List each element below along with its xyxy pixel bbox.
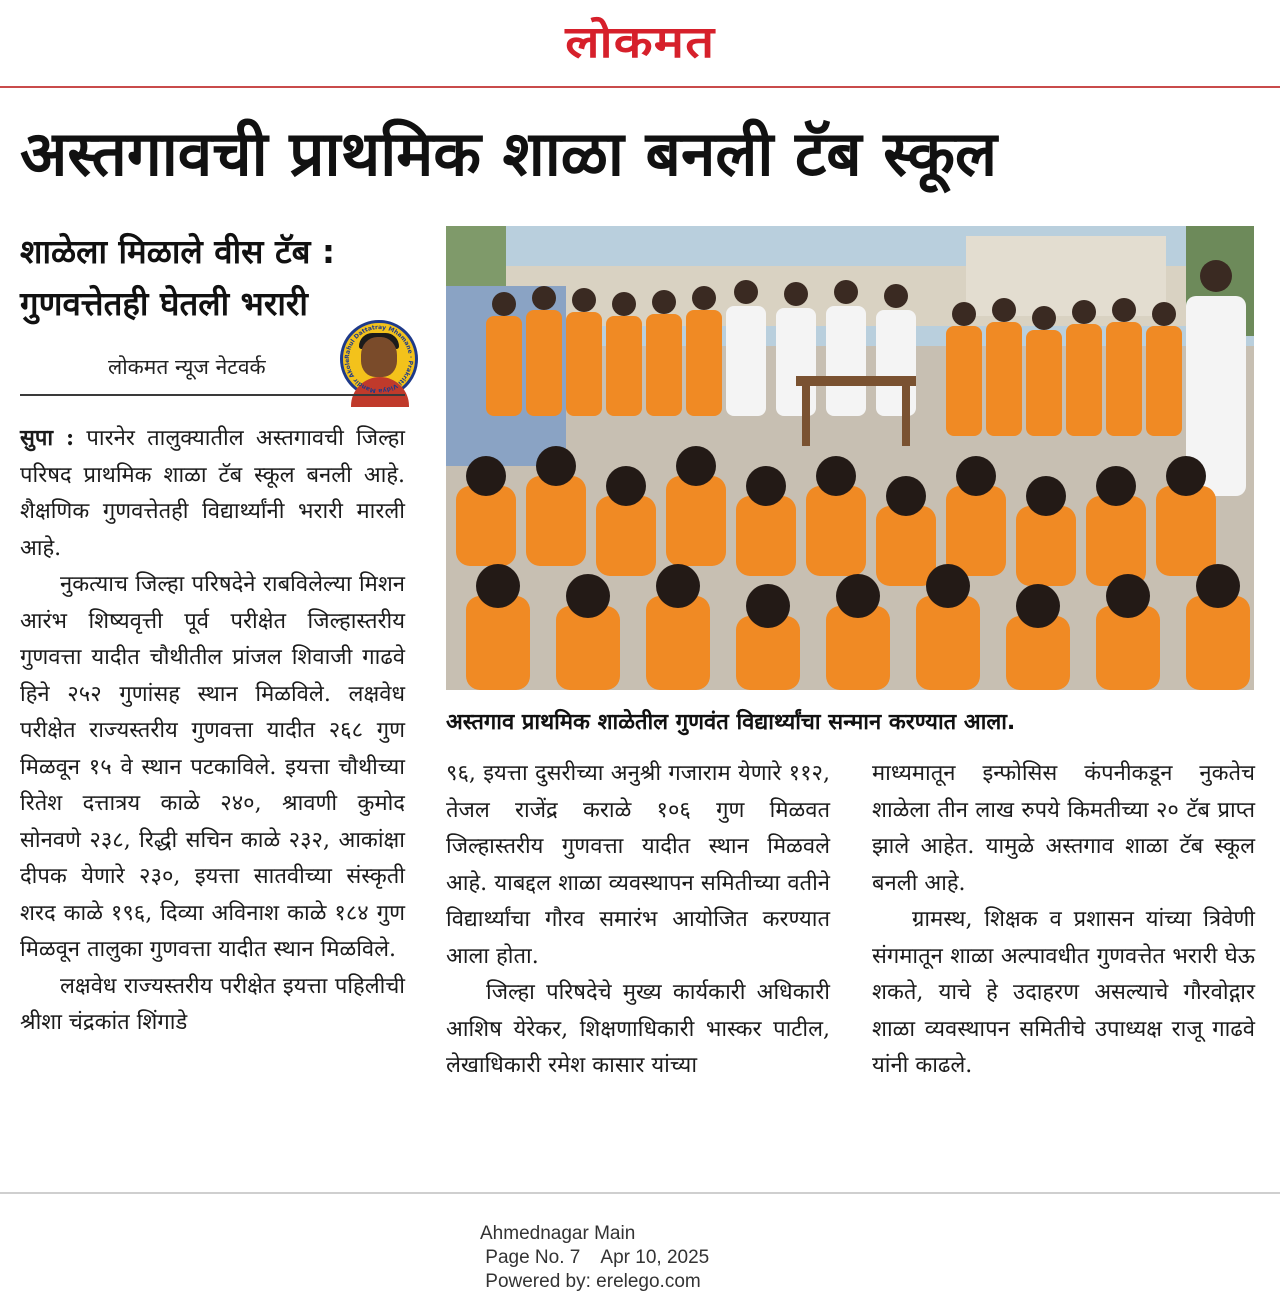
paragraph-2: नुकत्याच जिल्हा परिषदेने राबविलेल्या मिशन आरंभ शिष्यवृत्ती पूर्व परीक्षेत जिल्हास्तरीय गुणवत्ता यादीत चौथीतील प्रांजल शिवाजी गाढवे हिने २५२ गुणांसह स्थान मिळविले. लक्षवेध परीक्षेत राज्यस्तरीय गुणवत्ता यादीत २६८ गुण मिळवून १५ वे स्थान पटकाविले. इयत्ता चौथीच्या रितेश दत्तात्रय काळे २४०, श्रावणी कुमोद सोनवणे २३८, रिद्धी सचिन काळे २३२, आकांक्षा दीपक येणारे २३०, इयत्ता सातवीच्या संस्कृती शरद काळे १९६, दिव्या अविनाश काळे १८४ गुण मिळवून तालुका गुणवत्ता यादीत स्थान मिळविले. xyxy=(20,572,405,962)
article-headline: अस्तगावची प्राथमिक शाळा बनली टॅब स्कूल xyxy=(20,117,998,190)
paragraph-3: लक्षवेध राज्यस्तरीय परीक्षेत इयत्ता पहिलीची श्रीशा चंद्रकांत शिंगाडे xyxy=(20,973,405,1035)
article-column-3 xyxy=(872,756,1255,1085)
paragraph-4: ९६, इयत्ता दुसरीच्या अनुश्री गजाराम येणारे ११२, तेजल राजेंद्र कराळे १०६ गुण मिळवत जिल्हास्तरीय गुणवत्ता यादीत स्थान मिळवले आहे. याबद्दल शाळा व्यवस्थापन समितीच्या वतीने विद्यार्थ्यांचा गौरव समारंभ आयोजित करण्यात आला होता. xyxy=(446,761,830,969)
photo-illustration xyxy=(446,226,1254,690)
paragraph-7: ग्रामस्थ, शिक्षक व प्रशासन यांच्या त्रिवेणी संगमातून शाळा अल्पावधीत गुणवत्तेत भरारी घेऊ शकते, याचे हे उदाहरण असल्याचे गौरवोद्गार शाळा व्यवस्थापन समितीचे उपाध्यक्ष राजू गाढवे यांनी काढले. xyxy=(872,907,1255,1078)
photo-caption: अस्तगाव प्राथमिक शाळेतील गुणवंत विद्यार्थ्यांचा सन्मान करण्यात आला. xyxy=(446,710,1016,735)
subhead-line-2: गुणवत्तेतही घेतली भरारी xyxy=(20,284,308,323)
footer-divider xyxy=(0,1192,1280,1194)
footer-page-date: Page No. 7 Apr 10, 2025 xyxy=(480,1247,710,1268)
badge-ring-text xyxy=(343,323,415,395)
article-column-2 xyxy=(446,756,830,1085)
reporter-badge-avatar xyxy=(340,320,418,398)
footer-edition: Ahmednagar Main xyxy=(480,1223,636,1244)
dateline: सुपा : xyxy=(20,425,75,451)
paragraph-1-text: पारनेर तालुक्यातील अस्तगावची जिल्हा परिषद प्राथमिक शाळा टॅब स्कूल बनली आहे. शैक्षणिक गुणवत्तेतही विद्यार्थ्यांनी भरारी मारली आहे. xyxy=(20,426,405,561)
event-photo xyxy=(446,226,1254,690)
article-column-1 xyxy=(20,420,405,1042)
byline-divider xyxy=(20,394,405,396)
newspaper-logo: लोकमत xyxy=(564,17,715,68)
page-footer xyxy=(480,1222,820,1294)
subhead-line-1: शाळेला मिळाले वीस टॅब : xyxy=(20,232,336,271)
svg-text:Rahul Dattatray Mhamane · Prak: Rahul Dattatray Mhamane · Prakriti Vidya Mandir Akole xyxy=(343,323,415,395)
masthead-divider xyxy=(0,86,1280,88)
footer-powered-by: Powered by: erelego.com xyxy=(480,1271,701,1292)
masthead xyxy=(0,0,1280,86)
paragraph-5: जिल्हा परिषदेचे मुख्य कार्यकारी अधिकारी आशिष येरेकर, शिक्षणाधिकारी भास्कर पाटील, लेखाधिकारी रमेश कासार यांच्या xyxy=(446,980,830,1078)
article-byline: लोकमत न्यूज नेटवर्क xyxy=(108,355,266,379)
paragraph-6: माध्यमातून इन्फोसिस कंपनीकडून नुकतेच शाळेला तीन लाख रुपये किमतीच्या २० टॅब प्राप्त झाले आहेत. यामुळे अस्तगाव शाळा टॅब स्कूल बनली आहे. xyxy=(872,761,1255,896)
paragraph-1 xyxy=(20,420,405,567)
article-subhead xyxy=(20,226,400,330)
